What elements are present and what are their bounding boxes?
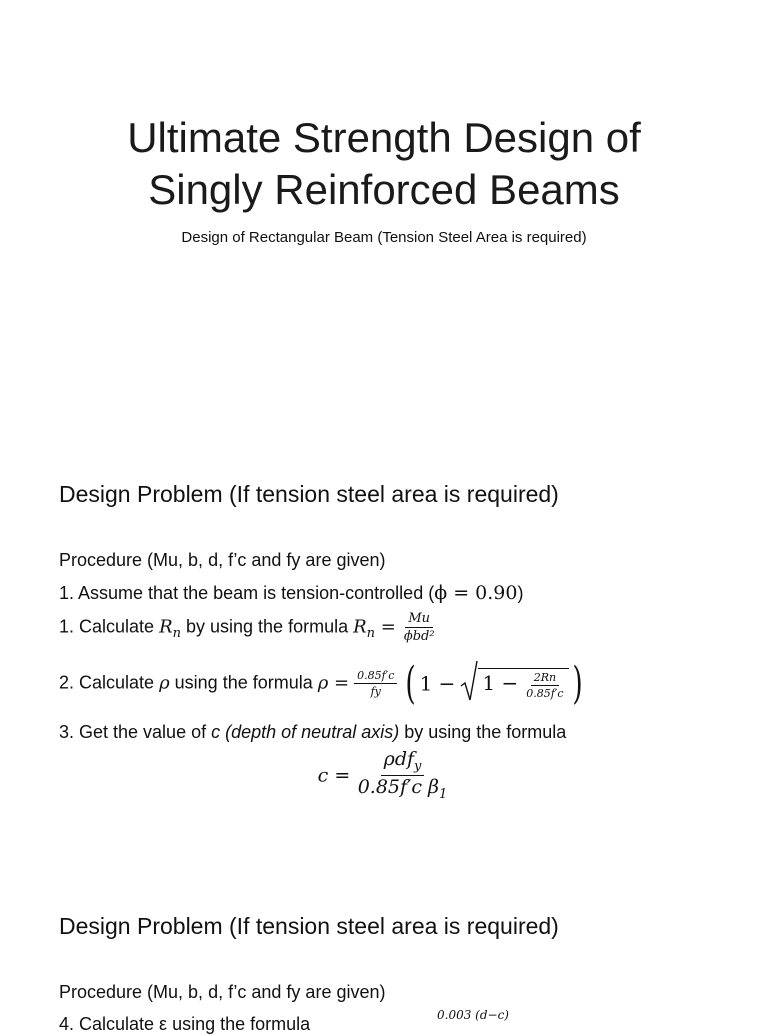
procedure-line-2: Procedure (Mu, b, d, f’c and fy are given): [59, 982, 386, 1002]
design-problem-heading: Design Problem (If tension steel area is required): [59, 481, 559, 507]
step-c-text-b: by using the formula: [399, 722, 567, 742]
rho-eq: ρ =: [317, 672, 350, 694]
inner-fraction-den: 0.85f′c: [526, 686, 564, 700]
rn-formula-lhs: R: [353, 616, 367, 638]
rho-fraction-num: 0.85f′c: [354, 670, 397, 684]
step-rn-text-b: by using the formula: [181, 616, 354, 637]
c-formula-lhs: c =: [317, 764, 351, 787]
c-den-sub: 1: [439, 786, 448, 802]
rho-symbol: ρ: [159, 672, 170, 694]
rho-fraction-den: fy: [370, 685, 381, 698]
c-den-text: 0.85f′c β: [357, 775, 440, 798]
step-c-text-a: 3. Get the value of: [59, 722, 212, 742]
step-assume-text: 1. Assume that the beam is tension-controlled (: [59, 583, 435, 603]
title-line-1: Ultimate Strength Design of: [127, 114, 641, 161]
one-minus: 1 −: [419, 671, 456, 696]
step-partial: [59, 1014, 310, 1035]
rn-symbol: R: [159, 616, 173, 638]
step-assume-close: ): [517, 583, 524, 603]
phi-value: ϕ = 0.90: [434, 582, 518, 604]
slide-subtitle: Design of Rectangular Beam (Tension Steel Area is required): [181, 229, 587, 246]
procedure-line: Procedure (Mu, b, d, f’c and fy are given): [59, 550, 386, 570]
c-num-sub: y: [414, 758, 422, 774]
step-rn-text-a: 1. Calculate: [59, 616, 160, 637]
step-partial-text: 4. Calculate ε using the formula: [59, 1014, 311, 1034]
step-rho-text-a: 2. Calculate: [59, 672, 160, 693]
step-c-italic: c (depth of neutral axis): [211, 722, 400, 742]
rn-fraction-den: ϕbd²: [403, 629, 435, 644]
c-num-text: ρdf: [383, 748, 415, 770]
rn-formula-sub: n: [366, 625, 376, 641]
title-line-2: Singly Reinforced Beams: [148, 166, 620, 213]
step-rho-text-b: using the formula: [169, 672, 318, 693]
rn-fraction-num: Mu: [405, 612, 433, 628]
rn-subscript: n: [172, 625, 181, 641]
design-problem-heading-2: Design Problem (If tension steel area is required): [59, 913, 559, 939]
partial-fraction-num: 0.003 (d−c): [437, 1008, 509, 1022]
inner-one-minus: 1 −: [482, 671, 519, 696]
inner-fraction-num: 2Rn: [531, 672, 559, 686]
rn-formula-eq: =: [375, 616, 396, 638]
right-paren: ): [571, 657, 583, 709]
left-paren: (: [405, 657, 417, 709]
